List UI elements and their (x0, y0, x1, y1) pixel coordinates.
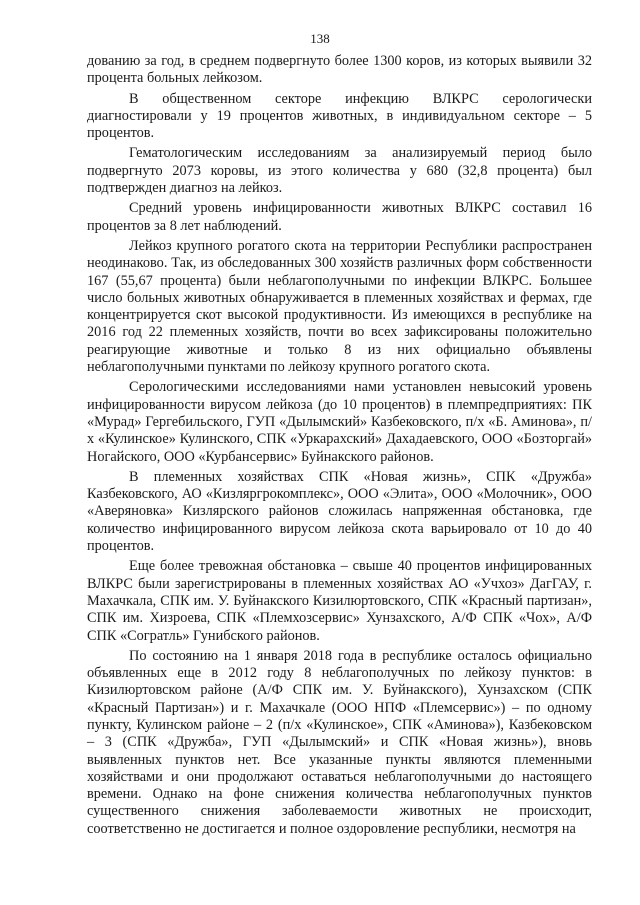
paragraph: В племенных хозяйствах СПК «Новая жизнь», СПК «Дружба» Казбековского, АО «Кизляргрокомплекс», ООО «Элита», ООО «Молочник», ООО «Аверяновка» Кизлярского районов сложилась напряженная обстановка, где количество инфицированного вирусом лейкоза скота варьировало от 10 до 40 процентов. (87, 468, 592, 555)
body-text (87, 53, 592, 841)
paragraph: По состоянию на 1 января 2018 года в республике осталось официально объявленных еще в 2012 году 8 неблагополучных по лейкозу пунктов: в Кизилюртовском районе (А/Ф СПК им. У. Буйнакского), Хунзахском (СПК «Красный Партизан») и г. Махачкале (ООО НПФ «Племсервис») – по одному пункту, Кулинском районе – 2 (п/х «Кулинское», СПК «Аминова»), Казбековском – 3 (СПК «Дружба», ГУП «Дылымский» и СПК «Новая жизнь»), вновь выявленных пунктов нет. Все указанные пункты являются племенными хозяйствами и они продолжают оставаться неблагополучными до настоящего времени. Однако на фоне снижения количества неблагополучных пунктов существенного снижения заболеваемости животных не происходит, соответственно не достигается и полное оздоровление республики, несмотря на (87, 647, 592, 837)
page-number: 138 (310, 31, 330, 46)
paragraph: Гематологическим исследованиям за анализируемый период было подвергнуто 2073 коровы, из этого количества у 680 (32,8 процента) был подтвержден диагноз на лейкоз. (87, 145, 592, 197)
paragraph: В общественном секторе инфекцию ВЛКРС серологически диагностировали у 19 процентов животных, в индивидуальном секторе – 5 процентов. (87, 90, 592, 142)
paragraph: Серологическими исследованиями нами установлен невысокий уровень инфицированности вирусом лейкоза (до 10 процентов) в племпредприятиях: ПК «Мурад» Гергебильского, ГУП «Дылымский» Казбековского, п/х «Б. Аминова», п/х «Кулинское» Кулинского, СПК «Уркарахский» Дахадаевского, ООО «Бозторгай» Ногайского, ООО «Курбансервис» Буйнакского районов. (87, 379, 592, 465)
paragraph: Еще более тревожная обстановка – свыше 40 процентов инфицированных ВЛКРС были зарегистрированы в племенных хозяйствах АО «Учхоз» ДагГАУ, г. Махачкала, СПК им. У. Буйнакского Кизилюртовского, СПК «Красный партизан», СПК им. Хизроева, СПК «Племхозсервис» Хунзахского, А/Ф СПК «Чох», А/Ф СПК «Согратль» Гунибского районов. (87, 558, 592, 644)
paragraph: Средний уровень инфицированности животных ВЛКРС составил 16 процентов за 8 лет наблюдений. (87, 200, 592, 234)
paragraph: дованию за год, в среднем подвергнуто более 1300 коров, из которых выявили 32 процента больных лейкозом. (87, 53, 592, 87)
paragraph: Лейкоз крупного рогатого скота на территории Республики распространен неодинаково. Так, из обследованных 300 хозяйств различных форм собственности 167 (55,67 процента) были неблагополучными по инфекции ВЛКРС. Большее число больных животных обнаруживается в племенных хозяйствах и фермах, где концентрируется скот высокой продуктивности. Из имеющихся в республике на 2016 год 22 племенных хозяйств, почти во всех зафиксированы положительно реагирующие животные и только 8 из них официально объявлены неблагополучными пунктами по лейкозу крупного рогатого скота. (87, 237, 592, 376)
